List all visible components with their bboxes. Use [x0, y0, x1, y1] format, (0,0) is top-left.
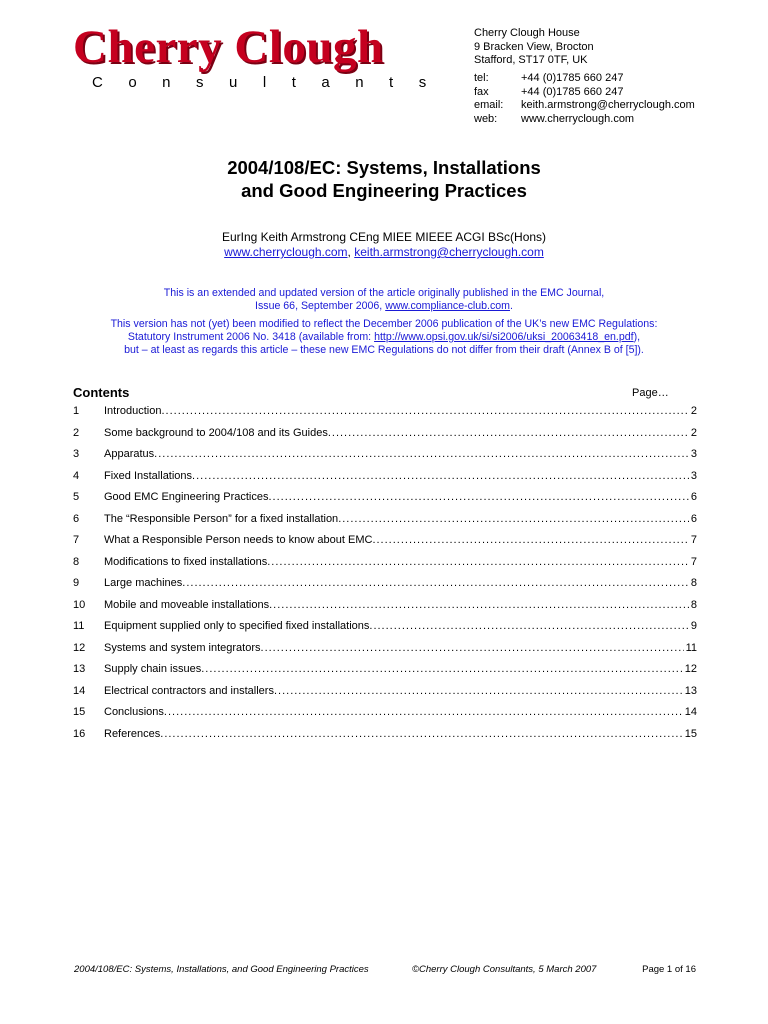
toc-entry-page: 13 [684, 684, 697, 697]
contact-row-email [474, 99, 695, 113]
toc-entry-title: Fixed Installations [104, 469, 193, 482]
toc-entry-page: 3 [690, 448, 697, 460]
contact-row-web [474, 113, 695, 127]
toc-entry[interactable] [73, 405, 697, 427]
toc-entry[interactable] [73, 599, 697, 621]
contact-row-fax [474, 86, 695, 100]
toc-dot-leader [269, 599, 689, 611]
address-line: Stafford, ST17 0TF, UK [474, 54, 588, 66]
toc-entry-title: Equipment supplied only to specified fixed installations [104, 620, 370, 632]
toc-dot-leader [161, 405, 688, 417]
email-link[interactable]: keith.armstrong@cherryclough.com [354, 245, 544, 259]
document-title [0, 156, 768, 202]
toc-entry-page: 14 [684, 706, 697, 718]
toc-entry-title: Apparatus [104, 448, 155, 460]
contact-key: fax [474, 85, 489, 98]
toc-entry-title: Good EMC Engineering Practices [104, 491, 269, 503]
toc-entry[interactable] [73, 556, 697, 578]
toc-entry-page: 11 [685, 641, 697, 654]
logo-title: Cherry Clough [73, 21, 384, 73]
note-text: Statutory Instrument 2006 No. 3418 (available from: [127, 331, 375, 343]
toc-entry-number: 8 [73, 555, 80, 568]
toc-entry-title: Modifications to fixed installations [104, 555, 268, 568]
toc-entry[interactable] [73, 663, 697, 685]
compliance-club-link[interactable]: www.compliance-club.com [385, 300, 510, 312]
toc-dot-leader [182, 577, 689, 589]
title-line-2: and Good Engineering Practices [241, 180, 527, 201]
contact-key: email: [474, 99, 504, 111]
logo-subtitle: Consultants [92, 74, 452, 91]
toc-entry-title: Some background to 2004/108 and its Guides [104, 426, 328, 439]
toc-entry-page: 8 [690, 577, 697, 589]
toc-dot-leader [267, 556, 689, 568]
contact-key: web: [474, 112, 498, 125]
toc-entry-number: 2 [73, 426, 80, 439]
note-line [0, 331, 768, 344]
toc-dot-leader [154, 448, 689, 460]
toc-dot-leader [192, 470, 689, 482]
toc-entry-number: 9 [73, 577, 80, 589]
address-line: Cherry Clough House [474, 27, 580, 39]
toc-dot-leader [261, 642, 684, 654]
toc-entry-page: 2 [690, 405, 697, 417]
toc-entry-number: 11 [73, 620, 85, 632]
table-of-contents [73, 405, 697, 749]
contact-value: +44 (0)1785 660 247 [521, 72, 624, 84]
toc-entry-page: 3 [690, 469, 697, 482]
toc-entry-page: 15 [684, 727, 697, 740]
toc-entry-title: Electrical contractors and installers [104, 684, 274, 697]
toc-entry[interactable] [73, 728, 697, 750]
toc-entry[interactable] [73, 470, 697, 492]
toc-dot-leader [164, 706, 683, 718]
toc-entry[interactable] [73, 577, 697, 599]
author-block [0, 230, 768, 260]
toc-entry-page: 6 [690, 512, 697, 525]
note-text: . [510, 300, 513, 312]
note-line: This version has not (yet) been modified to reflect the December 2006 publication of the UK’s new EMC Regulations: [110, 318, 658, 330]
toc-dot-leader [372, 534, 688, 546]
toc-entry[interactable] [73, 448, 697, 470]
toc-entry-number: 3 [73, 448, 80, 460]
toc-entry-number: 10 [73, 598, 86, 611]
website-link[interactable]: www.cherryclough.com [224, 245, 348, 259]
toc-dot-leader [268, 491, 688, 503]
toc-entry-title: What a Responsible Person needs to know about EMC [104, 534, 373, 546]
toc-entry[interactable] [73, 642, 697, 664]
toc-entry-number: 4 [73, 469, 80, 482]
toc-entry-number: 7 [73, 534, 80, 546]
toc-entry-page: 2 [690, 426, 697, 439]
company-logo [70, 20, 452, 95]
toc-entry-number: 1 [73, 405, 80, 417]
toc-entry-number: 16 [73, 727, 86, 740]
note-line: but – at least as regards this article – these new EMC Regulations do not differ from their draft (Annex B of [5]). [124, 344, 644, 356]
regulations-note [0, 318, 768, 357]
footer-page-number: Page 1 of 16 [642, 964, 696, 975]
toc-entry-page: 12 [684, 663, 697, 675]
link-separator: , [347, 245, 351, 259]
toc-dot-leader [274, 685, 683, 697]
note-text: ), [633, 331, 641, 343]
toc-dot-leader [328, 427, 689, 439]
toc-entry-page: 7 [690, 555, 697, 568]
toc-entry-title: Large machines [104, 577, 183, 589]
toc-entry-number: 12 [73, 641, 86, 654]
author-links [0, 245, 768, 260]
toc-dot-leader [160, 728, 682, 740]
toc-dot-leader [369, 620, 688, 632]
toc-entry-page: 8 [690, 598, 697, 611]
toc-entry-title: Mobile and moveable installations [104, 598, 270, 611]
contact-details [474, 72, 695, 126]
toc-entry-title: Conclusions [104, 706, 164, 718]
contact-value: www.cherryclough.com [521, 112, 635, 125]
toc-entry-title: The “Responsible Person” for a fixed installation [104, 512, 339, 525]
footer-copyright: ©Cherry Clough Consultants, 5 March 2007 [412, 964, 597, 975]
toc-entry-title: Introduction [104, 405, 162, 417]
toc-entry[interactable] [73, 620, 697, 642]
contents-heading: Contents [73, 385, 130, 400]
toc-entry[interactable] [73, 534, 697, 556]
publication-note [0, 287, 768, 313]
toc-dot-leader [201, 663, 683, 675]
toc-entry-number: 14 [73, 684, 86, 697]
toc-entry-page: 7 [690, 534, 697, 546]
toc-entry[interactable] [73, 706, 697, 728]
toc-entry-title: Systems and system integrators [104, 641, 261, 654]
toc-dot-leader [338, 513, 689, 525]
contact-value: keith.armstrong@cherryclough.com [521, 99, 695, 111]
note-text: Issue 66, September 2006, [255, 300, 386, 312]
toc-entry-page: 6 [690, 491, 697, 503]
note-line [0, 300, 768, 313]
toc-entry-page: 9 [690, 620, 697, 632]
author-name: EurIng Keith Armstrong CEng MIEE MIEEE ACGI BSc(Hons) [221, 230, 547, 244]
contact-key: tel: [474, 72, 489, 84]
title-line-1: 2004/108/EC: Systems, Installations [227, 157, 541, 178]
address-line: 9 Bracken View, Brocton [474, 40, 594, 53]
toc-entry-title: References [104, 727, 161, 740]
toc-entry-number: 13 [73, 663, 86, 675]
note-line: This is an extended and updated version of the article originally published in the EMC Journal, [163, 287, 605, 299]
company-address [474, 27, 594, 68]
footer-title: 2004/108/EC: Systems, Installations, and Good Engineering Practices [74, 964, 369, 975]
toc-entry[interactable] [73, 513, 697, 535]
contact-row-tel [474, 72, 695, 86]
toc-entry[interactable] [73, 427, 697, 449]
page-column-heading: Page… [632, 387, 669, 399]
toc-entry-number: 5 [73, 491, 80, 503]
opsi-link[interactable]: http://www.opsi.gov.uk/si/si2006/uksi_20063418_en.pdf [374, 331, 634, 343]
toc-entry-number: 15 [73, 706, 86, 718]
toc-entry-number: 6 [73, 512, 80, 525]
toc-entry[interactable] [73, 491, 697, 513]
toc-entry-title: Supply chain issues [104, 663, 202, 675]
contact-value: +44 (0)1785 660 247 [521, 85, 624, 98]
toc-entry[interactable] [73, 685, 697, 707]
